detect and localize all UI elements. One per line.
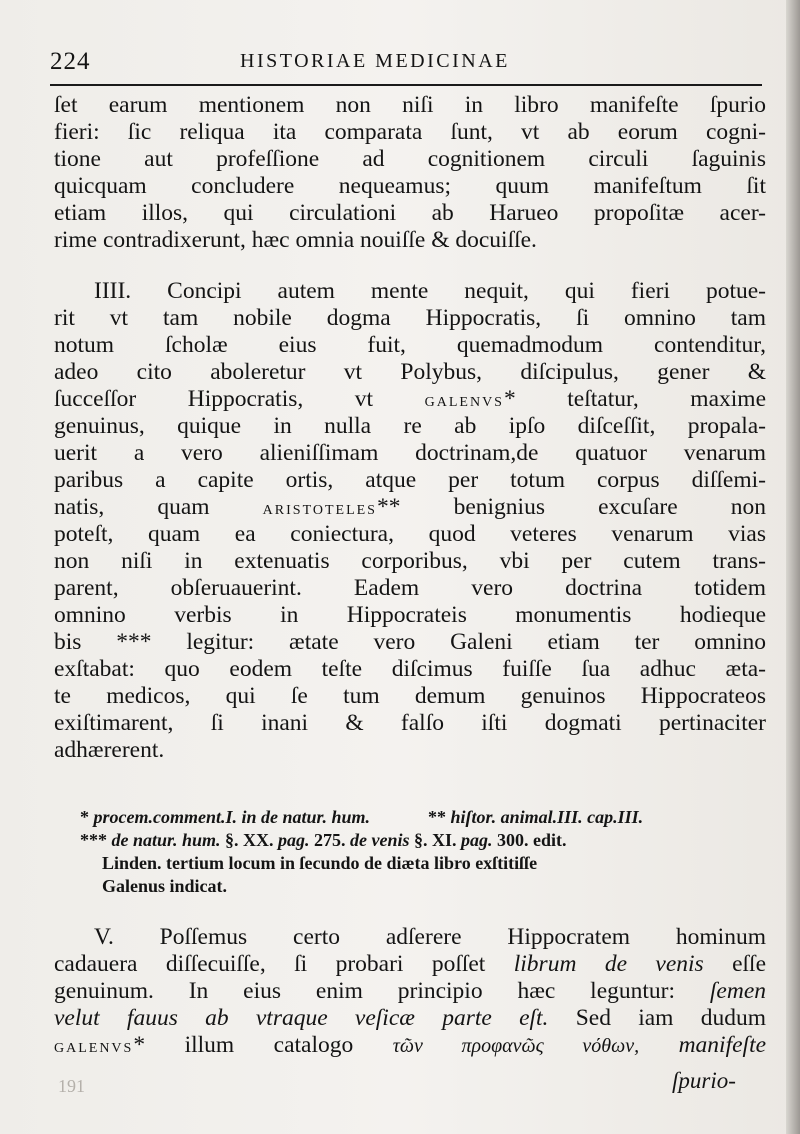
text-line: etiam illos, qui circulationi ab Harueo propoſitæ acer- — [54, 200, 766, 226]
text-line: paribus a capite ortis, atque per totum corpus diſſemi- — [54, 467, 766, 493]
footnote-text: hiſtor. animal.III. cap.III. — [450, 807, 644, 827]
text-line: notum ſcholæ eius fuit, quemadmodum contenditur, — [54, 332, 766, 358]
text-line — [54, 951, 766, 978]
text-line: IIII. Concipi autem mente nequit, qui fieri potue- — [94, 278, 766, 304]
quotation: manifeſte — [678, 1032, 767, 1058]
text-line: exſtabat: quo eodem teſte diſcimus fuiſſe ſua adhuc æta- — [54, 656, 766, 682]
text-line: quicquam concludere nequeamus; quum manifeſtum ſit — [54, 173, 766, 199]
text-line — [54, 386, 766, 413]
text-line: te medicos, qui ſe tum demum genuinos Hippocrateos — [54, 683, 766, 709]
footnote-line — [80, 806, 760, 829]
quotation: velut fauus ab vtraque veſicæ parte eſt. — [54, 1005, 549, 1031]
text-run: eſſe — [732, 951, 767, 977]
page-edge-shadow — [786, 0, 800, 1134]
footnote-text: procem.comment.I. in de natur. hum. — [93, 807, 371, 827]
text-line: rit vt tam nobile dogma Hippocratis, ſi omnino tam — [54, 305, 766, 331]
footnote-text: 300. edit. — [497, 830, 567, 850]
page-number: 224 — [50, 48, 91, 75]
text-line: omnino verbis in Hippocrateis monumentis hodieque — [54, 602, 766, 628]
header-title: HISTORIAE MEDICINAE — [240, 50, 510, 72]
text-line: bis *** legitur: ætate vero Galeni etiam ter omnino — [54, 629, 766, 655]
footnote-mark: * — [80, 807, 89, 827]
paragraph-4 — [54, 278, 766, 764]
text-run: ** benignius excuſare non — [376, 494, 766, 520]
book-title: librum de venis — [513, 951, 704, 977]
header-rule — [50, 84, 762, 86]
footnote-text: pag. — [461, 830, 493, 850]
text-line: parent, obſeruauerint. Eadem vero doctrina totidem — [54, 575, 766, 601]
author-name: galenvs — [54, 1035, 134, 1057]
catchword: ſpurio- — [672, 1068, 736, 1093]
footnote-mark: *** — [80, 830, 107, 850]
text-line — [54, 978, 766, 1005]
text-line: adhærerent. — [54, 737, 165, 763]
author-name: aristoteles — [262, 497, 377, 519]
text-run: cadauera diſſecuiſſe, ſi probari poſſet — [54, 951, 486, 977]
footnote-line — [80, 829, 760, 852]
text-line: adeo cito aboleretur vt Polybus, diſcipulus, gener & — [54, 359, 766, 385]
footnote-line: Linden. tertium locum in ſecundo de diæta libro exſtitiſſe — [102, 853, 538, 873]
footnote-text: de venis — [350, 830, 410, 850]
text-line — [54, 494, 766, 521]
text-line — [54, 1032, 766, 1059]
footnote-text: de natur. hum. — [111, 830, 221, 850]
author-name: galenvs — [424, 389, 504, 411]
footnote-mark: ** — [428, 807, 447, 827]
text-line: rime contradixerunt, hæc omnia nouiſſe & docuiſſe. — [54, 227, 537, 253]
running-head — [50, 42, 760, 78]
text-line: tione aut profeſſione ad cognitionem circuli ſaguinis — [54, 146, 766, 172]
text-line: fieri: ſic reliqua ita comparata ſunt, vt ab eorum cogni- — [54, 119, 766, 145]
text-run: Sed iam dudum — [575, 1005, 766, 1031]
footnote-text: §. XI. — [414, 830, 457, 850]
text-line — [54, 1005, 766, 1032]
text-line: non niſi in extenuatis corporibus, vbi per cutem trans- — [54, 548, 766, 574]
bleed-through-number: 191 — [58, 1076, 85, 1096]
text-run: * illum catalogo — [133, 1032, 354, 1058]
paragraph-5 — [54, 924, 766, 1059]
footnote-text: pag. — [278, 830, 310, 850]
text-line: exiſtimarent, ſi inani & falſo iſti dogmati pertinaciter — [54, 710, 766, 736]
text-line: genuinus, quique in nulla re ab ipſo diſceſſit, propala- — [54, 413, 766, 439]
paragraph-1 — [54, 92, 766, 254]
text-line: poteſt, quam ea coniectura, quod veteres venarum vias — [54, 521, 766, 547]
quotation: ſemen — [709, 978, 767, 1004]
text-run: * teſtatur, maxime — [503, 386, 767, 412]
footnote-line: Galenus indicat. — [102, 876, 228, 896]
text-run: genuinum. In eius enim principio hæc leguntur: — [54, 978, 676, 1004]
text-run: ſucceſſor Hippocratis, vt — [54, 386, 425, 412]
footnotes — [80, 806, 760, 898]
footnote-text: §. XX. — [225, 830, 274, 850]
text-line: ſet earum mentionem non niſi in libro manifeſte ſpurio — [54, 92, 766, 118]
text-line: V. Poſſemus certo adſerere Hippocratem hominum — [94, 924, 766, 950]
greek-phrase: τῶν προφανῶς νόθων, — [392, 1035, 640, 1057]
text-run: natis, quam — [54, 494, 263, 520]
text-line: uerit a vero alieniſſimam doctrinam,de quatuor venarum — [54, 440, 766, 466]
footnote-text: 275. — [314, 830, 346, 850]
